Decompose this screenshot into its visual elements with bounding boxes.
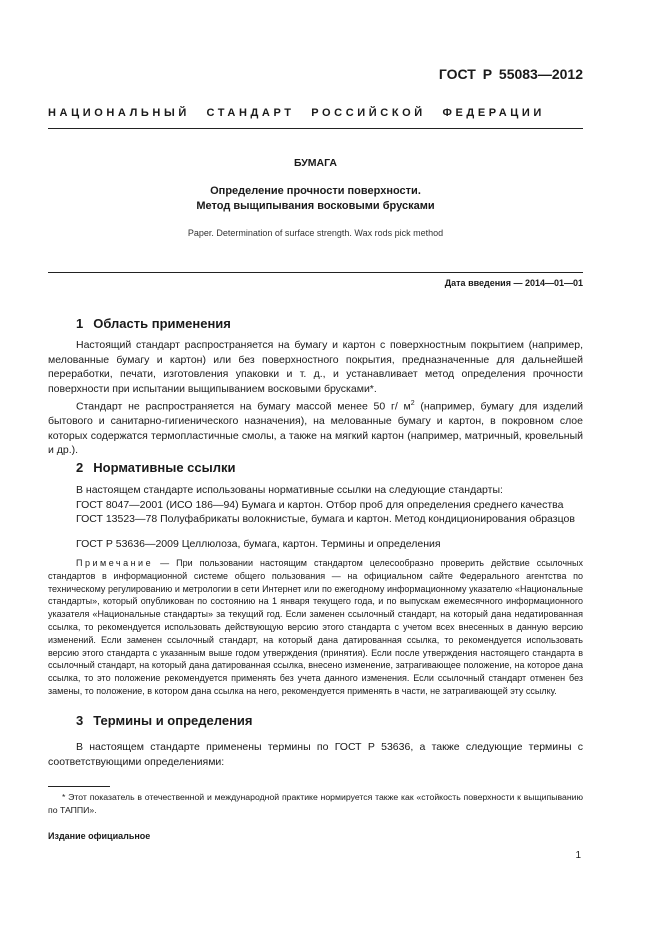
english-title: Paper. Determination of surface strength. Wax rods pick method [187,228,444,238]
page-number: 1 [575,850,581,861]
footnote-separator [48,786,110,787]
section-1-heading [76,316,231,331]
title-rule [48,272,583,273]
standard-id: ГОСТ Р 55083—2012 [438,66,583,82]
subtitle-line-2: Метод выщипывания восковыми брусками [196,200,435,212]
section-2-note [48,557,583,698]
reference-gost-13523: ГОСТ 13523—78 Полуфабрикаты волокнистые, бумага и картон. Метод кондиционирования образцов [76,513,575,525]
introduction-date: Дата введения — 2014—01—01 [444,278,583,288]
national-standard-line: НАЦИОНАЛЬНЫЙ СТАНДАРТ РОССИЙСКОЙ ФЕДЕРАЦИИ [48,107,545,119]
section-2-intro: В настоящем стандарте использованы нормативные ссылки на следующие стандарты: [76,484,503,496]
reference-gost-8047: ГОСТ 8047—2001 (ИСО 186—94) Бумага и картон. Отбор проб для определения среднего качества [76,499,564,511]
note-label: Примечание [76,558,154,568]
section-2-number: 2 [76,460,84,475]
section-2-title: Нормативные ссылки [93,460,236,475]
note-text: — При пользовании настоящим стандартом целесообразно проверить действие ссылочных стандартов в информационной системе общего пользования — на официальном сайте Федерального агентства по техническому регулированию и метрологии в сети Интернет или по ежегодному информационному указателю «Национальные стандарты», который опубликован по состоянию на 1 января текущего года, и по выпускам ежемесячного информационного указателя «Национальные стандарты» за текущий год. Если заменен ссылочный стандарт, на который дана недатированная ссылка, то рекомендуется использовать действующую версию этого стандарта с учетом всех внесенных в данную версию изменений. Если заменен ссылочный стандарт, на который дана датированная ссылка, то рекомендуется использовать версию этого стандарта с указанным выше годом утверждения (принятия). Если после утверждения настоящего стандарта в ссылочный стандарт, на который дана датированная ссылка, внесено изменение, затрагивающее положение, на которое дана ссылка, то это положение рекомендуется применять без учета данного изменения. Если ссылочный стандарт отменен без замены, то положение, в котором дана ссылка на него, рекомендуется применять в части, не затрагивающей эту ссылку. [48,558,583,696]
section-3-paragraph-1: В настоящем стандарте применены термины по ГОСТ Р 53636, а также следующие термины с соответствующими определениями: [48,741,583,768]
section-1-paragraph-2: Стандарт не распространяется на бумагу массой менее 50 г/ $м^2$ (например, бумагу для изделий бытового и санитарно-гигиенического назначения), на мелованные бумагу и картон, в покровном слое которых содержатся термопластичные смолы, а также на мягкий картон (например, матричный, кровельный и др.). [48,400,583,457]
section-2-heading [76,460,235,475]
section-1-number: 1 [76,316,84,331]
footnote: * Этот показатель в отечественной и международной практике нормируется также как «стойкость поверхности к выщипыванию по ТАППИ». [48,792,583,815]
section-3-title: Термины и определения [93,713,253,728]
edition-label: Издание официальное [48,831,151,841]
section-1-paragraph-1: Настоящий стандарт распространяется на бумагу и картон с поверхностным покрытием (например, мелованные бумагу и картон) или без поверхностного покрытия, предназначенные для дальнейшей переработки, печати, изготовления упаковки и т. д., и устанавливает метод определения прочности поверхности при испытании выщипыванием восковыми брусками*. [48,339,583,395]
document-subtitle [48,184,583,214]
top-rule [48,128,583,129]
reference-gost-r-53636: ГОСТ Р 53636—2009 Целлюлоза, бумага, картон. Термины и определения [76,538,441,550]
document-title: БУМАГА [293,157,338,169]
section-3-number: 3 [76,713,84,728]
section-3-heading [76,713,253,728]
section-1-title: Область применения [93,316,231,331]
subtitle-line-1: Определение прочности поверхности. [210,185,421,197]
